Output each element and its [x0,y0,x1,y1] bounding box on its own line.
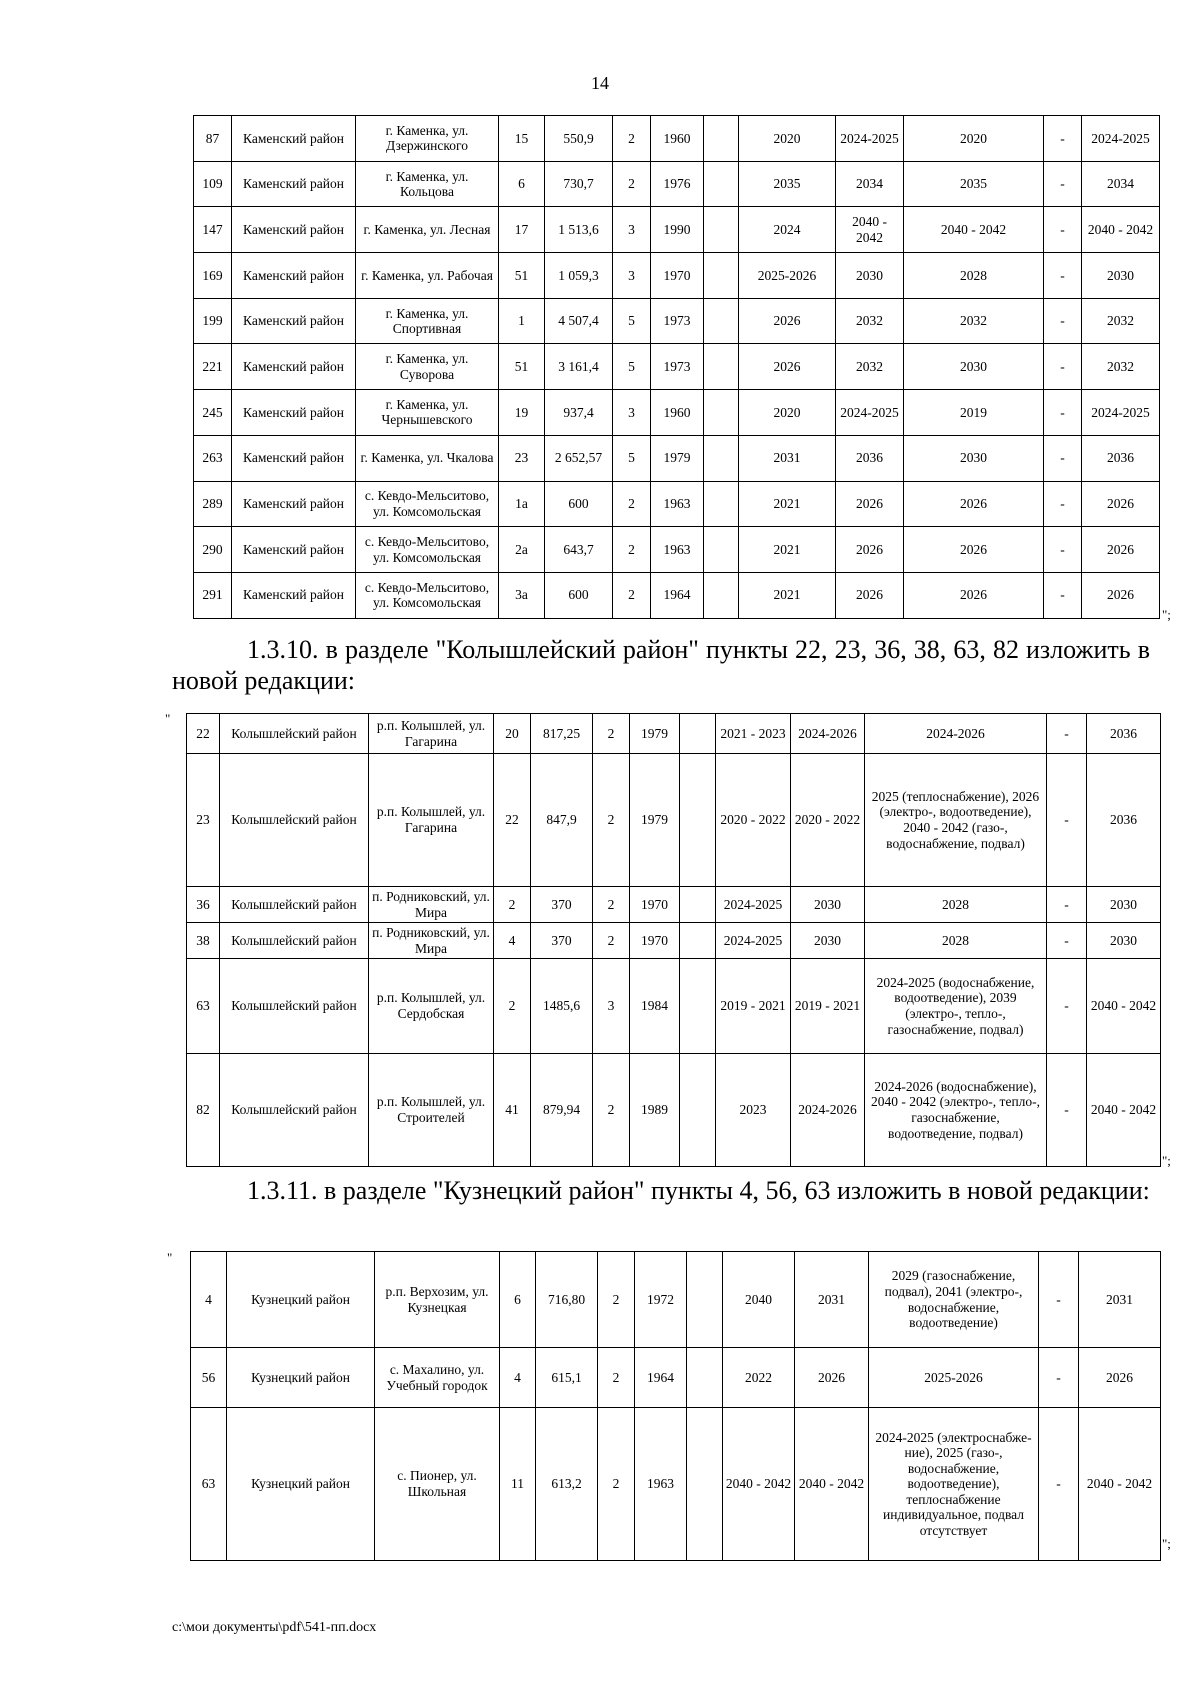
table-cell: 2034 [1082,161,1160,207]
table-cell: 2024-2025 [1082,116,1160,162]
table-cell: 2а [499,527,545,573]
table-row [194,390,1160,436]
table-cell: 1973 [651,344,704,390]
table-cell: 5 [613,344,651,390]
table-cell: 2020 [904,116,1044,162]
table-cell: 817,25 [531,714,593,754]
table-cell: 2021 - 2023 [716,714,791,754]
table-cell: 1972 [635,1252,687,1348]
paragraph-1-3-11: 1.3.11. в разделе "Кузнецкий район" пункты 4, 56, 63 изложить в новой редакции: [247,1176,1150,1205]
table-kolyshley [186,713,1161,1167]
table-cell: Колышлейский район [220,923,369,959]
table-cell [704,298,739,344]
table-cell: 1 [499,298,545,344]
table-cell: 2040 - 2042 [836,207,904,253]
table-cell: 2023 [716,1054,791,1167]
table-cell: - [1047,923,1087,959]
table-cell: 2032 [836,344,904,390]
table-cell: 3 [593,959,630,1054]
table-cell: 1984 [630,959,680,1054]
table-cell: 2026 [904,572,1044,618]
table-cell: 550,9 [545,116,613,162]
table-cell: г. Каменка, ул. Дзержинского [356,116,499,162]
table-cell: 2030 [1087,887,1161,923]
table-row [187,754,1161,887]
table-cell: 245 [194,390,232,436]
table-cell: - [1047,887,1087,923]
table-cell: 3 [613,207,651,253]
table-cell: 56 [191,1348,227,1408]
table-row [194,481,1160,527]
table-cell: 2030 [904,344,1044,390]
table-cell: 1976 [651,161,704,207]
table-cell: 2020 - 2022 [716,754,791,887]
table-cell: 613,2 [536,1408,598,1561]
table-row [187,923,1161,959]
table-cell: Каменский район [232,253,356,299]
table-cell: 23 [187,754,220,887]
table-cell: Каменский район [232,207,356,253]
table-cell: 1963 [635,1408,687,1561]
table-cell [704,253,739,299]
table-cell: - [1044,527,1082,573]
table-cell: 2 [494,959,531,1054]
table-cell: 3 161,4 [545,344,613,390]
table-cell: р.п. Колышлей, ул. Строителей [369,1054,494,1167]
table-cell: 4 507,4 [545,298,613,344]
table-cell: 2024-2026 (водоснабжение), 2040 - 2042 (электро-, тепло-, газоснабжение, водоотведение, подвал) [865,1054,1047,1167]
table-cell: 2020 - 2022 [791,754,865,887]
table-cell: Колышлейский район [220,754,369,887]
table-row [194,435,1160,481]
table-cell: 6 [500,1252,536,1348]
table-row [194,527,1160,573]
table-cell: 2034 [836,161,904,207]
table-cell: г. Каменка, ул. Чкалова [356,435,499,481]
table-cell: г. Каменка, ул. Суворова [356,344,499,390]
table-cell: 2032 [1082,298,1160,344]
table-cell: 1973 [651,298,704,344]
table-cell: 600 [545,481,613,527]
table-cell: 19 [499,390,545,436]
table-cell: 2024 [739,207,836,253]
table-row [194,344,1160,390]
table-cell [680,1054,716,1167]
table-cell: 147 [194,207,232,253]
table-cell: 2029 (газоснабжение, подвал), 2041 (электро-, водоснабжение, водоотведение) [869,1252,1039,1348]
table-cell: 370 [531,923,593,959]
table-cell: 1970 [651,253,704,299]
table-cell: 2 [494,887,531,923]
table-cell: 937,4 [545,390,613,436]
table-cell: - [1039,1348,1079,1408]
table-cell: 169 [194,253,232,299]
table-kolyshley-open-quote: " [165,711,171,726]
table-cell [680,959,716,1054]
table-kolyshley-close-quote: "; [1162,1153,1171,1168]
table-cell: с. Кевдо-Мельситово, ул. Комсомольская [356,527,499,573]
table-cell: 2040 - 2042 [723,1408,795,1561]
table-cell: 199 [194,298,232,344]
table-cell: 2026 [739,344,836,390]
table-cell: Каменский район [232,298,356,344]
table-cell: - [1047,959,1087,1054]
table-cell: 2028 [904,253,1044,299]
table-cell: 82 [187,1054,220,1167]
table-cell: 2021 [739,527,836,573]
table-cell: г. Каменка, ул. Чернышевского [356,390,499,436]
table-row [194,298,1160,344]
table-cell: 600 [545,572,613,618]
table-cell [704,390,739,436]
table-cell: 290 [194,527,232,573]
table-cell: 2030 [791,887,865,923]
table-cell: 2 [598,1408,635,1561]
table-cell: р.п. Колышлей, ул. Гагарина [369,714,494,754]
table-cell: 2040 - 2042 [904,207,1044,253]
table-cell: 3 [613,390,651,436]
table-cell: 2020 [739,390,836,436]
table-cell: 2026 [795,1348,869,1408]
table-cell [704,435,739,481]
table-cell: 643,7 [545,527,613,573]
table-cell: 2040 - 2042 [795,1408,869,1561]
table-cell: - [1044,207,1082,253]
table-cell: - [1039,1252,1079,1348]
table-cell: 2019 [904,390,1044,436]
table-cell [687,1408,723,1561]
table-cell: 1979 [630,714,680,754]
table-cell: Колышлейский район [220,1054,369,1167]
table-cell: 2024-2026 [791,714,865,754]
table-cell: - [1044,435,1082,481]
table-row [191,1252,1161,1348]
table-cell: 2 [593,714,630,754]
table-cell: 2 [593,923,630,959]
table-cell: 2024-2025 [716,923,791,959]
table-cell: - [1044,481,1082,527]
table-cell: 2035 [739,161,836,207]
table-cell: Колышлейский район [220,887,369,923]
table-kuznetsky-open-quote: " [167,1250,173,1265]
table-kuznetsky [190,1251,1161,1561]
table-row [187,959,1161,1054]
table-cell: 2021 [739,481,836,527]
table-cell: 23 [499,435,545,481]
table-cell: 109 [194,161,232,207]
table-cell: г. Каменка, ул. Лесная [356,207,499,253]
table-kamensky-close-quote: "; [1162,607,1171,622]
table-cell: 1960 [651,116,704,162]
table-cell: 2026 [1082,481,1160,527]
table-cell: 41 [494,1054,531,1167]
table-cell: 1964 [635,1348,687,1408]
table-cell: 291 [194,572,232,618]
table-cell: р.п. Верхозим, ул. Кузнецкая [375,1252,500,1348]
table-cell: 4 [500,1348,536,1408]
table-cell [687,1348,723,1408]
table-cell: 2 [613,572,651,618]
table-cell: 2030 [904,435,1044,481]
table-cell: 615,1 [536,1348,598,1408]
table-cell: 3а [499,572,545,618]
table-cell: 5 [613,298,651,344]
table-cell: 11 [500,1408,536,1561]
table-cell: 1989 [630,1054,680,1167]
table-cell: 2 [613,527,651,573]
page-number: 14 [591,73,609,93]
table-cell: 2 [593,887,630,923]
table-cell: 289 [194,481,232,527]
table-cell: - [1044,390,1082,436]
table-cell: 2026 [1082,572,1160,618]
table-cell: 2 [593,754,630,887]
table-cell [680,714,716,754]
table-cell: 2040 - 2042 [1087,959,1161,1054]
table-cell: 2024-2025 [716,887,791,923]
table-cell: 51 [499,344,545,390]
table-cell: 2 [593,1054,630,1167]
table-cell: 17 [499,207,545,253]
table-cell: 2 652,57 [545,435,613,481]
table-cell: 22 [494,754,531,887]
table-cell: 2026 [836,572,904,618]
table-cell [680,754,716,887]
table-cell [704,161,739,207]
table-cell: Каменский район [232,572,356,618]
table-cell: 370 [531,887,593,923]
table-cell: 2 [613,116,651,162]
table-cell: г. Каменка, ул. Рабочая [356,253,499,299]
table-cell: с. Махалино, ул. Учебный городок [375,1348,500,1408]
table-cell: 1970 [630,887,680,923]
table-cell: 1964 [651,572,704,618]
table-cell: 716,80 [536,1252,598,1348]
table-cell [704,481,739,527]
table-cell: п. Родниковский, ул. Мира [369,887,494,923]
table-cell: 2 [613,161,651,207]
table-row [187,1054,1161,1167]
table-row [191,1348,1161,1408]
table-cell: 1960 [651,390,704,436]
table-cell: п. Родниковский, ул. Мира [369,923,494,959]
table-cell: - [1047,754,1087,887]
table-cell: 2026 [836,527,904,573]
table-cell: с. Пионер, ул. Школьная [375,1408,500,1561]
table-cell: 5 [613,435,651,481]
table-cell [680,887,716,923]
table-cell: 1 513,6 [545,207,613,253]
table-cell: 1979 [651,435,704,481]
table-cell: 2040 - 2042 [1079,1408,1161,1561]
table-cell: 1979 [630,754,680,887]
table-cell: 847,9 [531,754,593,887]
table-cell: Каменский район [232,527,356,573]
table-cell: - [1044,161,1082,207]
table-cell: 1а [499,481,545,527]
table-cell: 2 [598,1252,635,1348]
table-row [187,887,1161,923]
table-cell: Каменский район [232,435,356,481]
file-path-footer: c:\мои документы\pdf\541-пп.docx [172,1620,377,1635]
table-cell: 2031 [739,435,836,481]
table-cell: 730,7 [545,161,613,207]
table-row [194,116,1160,162]
table-cell: 15 [499,116,545,162]
table-cell: 2 [613,481,651,527]
table-cell: 2025 (теплоснабжение), 2026 (электро-, водоотведение), 2040 - 2042 (газо-, водоснабжение, подвал) [865,754,1047,887]
table-cell: 1485,6 [531,959,593,1054]
table-cell: Каменский район [232,116,356,162]
table-kamensky [193,115,1160,619]
table-cell: 221 [194,344,232,390]
table-cell: 2040 - 2042 [1082,207,1160,253]
table-cell: 2028 [865,923,1047,959]
table-cell [687,1252,723,1348]
table-cell: р.п. Колышлей, ул. Гагарина [369,754,494,887]
table-cell: 2032 [836,298,904,344]
table-cell [704,344,739,390]
table-cell [704,572,739,618]
table-cell: 2026 [904,481,1044,527]
table-cell: - [1047,1054,1087,1167]
table-row [194,253,1160,299]
table-cell: 1990 [651,207,704,253]
table-cell: 2026 [836,481,904,527]
table-kuznetsky-close-quote: "; [1162,1536,1171,1551]
table-cell: 20 [494,714,531,754]
table-cell: р.п. Колышлей, ул. Сердобская [369,959,494,1054]
table-cell: 2024-2026 [865,714,1047,754]
table-cell: Колышлейский район [220,714,369,754]
table-cell: Каменский район [232,344,356,390]
paragraph-1-3-10: 1.3.10. в разделе "Колышлейский район" пункты 22, 23, 36, 38, 63, 82 изложить в новой редакции: [172,635,1150,695]
table-cell: 2024-2025 [1082,390,1160,436]
table-cell: 1970 [630,923,680,959]
table-cell: Каменский район [232,481,356,527]
table-cell: 2021 [739,572,836,618]
table-cell: 263 [194,435,232,481]
table-cell: 6 [499,161,545,207]
table-cell: с. Кевдо-Мельситово, ул. Комсомольская [356,481,499,527]
table-cell [704,116,739,162]
table-cell: 2032 [904,298,1044,344]
table-cell: Кузнецкий район [227,1252,375,1348]
table-row [194,161,1160,207]
table-cell: 2031 [795,1252,869,1348]
table-cell [680,923,716,959]
table-cell: Каменский район [232,390,356,436]
table-cell: - [1044,298,1082,344]
table-cell: 2026 [904,527,1044,573]
table-cell: 2035 [904,161,1044,207]
table-cell: 2036 [836,435,904,481]
table-row [194,572,1160,618]
table-cell: Колышлейский район [220,959,369,1054]
table-cell: 2030 [1087,923,1161,959]
table-cell: 1963 [651,527,704,573]
table-cell: г. Каменка, ул. Спортивная [356,298,499,344]
table-cell: 3 [613,253,651,299]
table-cell: Каменский район [232,161,356,207]
table-cell: 36 [187,887,220,923]
table-cell: 2036 [1087,714,1161,754]
table-cell: - [1044,116,1082,162]
table-cell: 1963 [651,481,704,527]
table-cell: 2020 [739,116,836,162]
table-row [191,1408,1161,1561]
table-cell: 2019 - 2021 [791,959,865,1054]
table-cell: 2024-2025 (электроснабже-ние), 2025 (газо-, водоснабжение, водоотведение), теплоснабжение индивидуальное, подвал отсутствует [869,1408,1039,1561]
table-cell: 2028 [865,887,1047,923]
table-cell: 4 [494,923,531,959]
table-cell: 2040 - 2042 [1087,1054,1161,1167]
table-cell: 2030 [1082,253,1160,299]
table-cell: 63 [191,1408,227,1561]
table-cell: 2036 [1087,754,1161,887]
table-cell: 2022 [723,1348,795,1408]
table-cell: 38 [187,923,220,959]
table-row [194,207,1160,253]
table-cell: 63 [187,959,220,1054]
table-cell: 2024-2026 [791,1054,865,1167]
table-cell: 2024-2025 [836,390,904,436]
table-cell: 4 [191,1252,227,1348]
table-cell: 22 [187,714,220,754]
table-cell: 2024-2025 (водоснабжение, водоотведение), 2039 (электро-, тепло-, газоснабжение, подвал) [865,959,1047,1054]
table-cell: 2025-2026 [739,253,836,299]
table-cell: - [1047,714,1087,754]
table-cell [704,207,739,253]
table-cell: 2032 [1082,344,1160,390]
table-cell: - [1044,344,1082,390]
table-cell: - [1044,572,1082,618]
table-cell: - [1039,1408,1079,1561]
table-cell: 2026 [739,298,836,344]
table-cell: Кузнецкий район [227,1408,375,1561]
table-cell: 2036 [1082,435,1160,481]
table-cell: 1 059,3 [545,253,613,299]
table-cell: 2030 [791,923,865,959]
table-cell: 2030 [836,253,904,299]
table-cell: г. Каменка, ул. Кольцова [356,161,499,207]
table-cell: 2026 [1082,527,1160,573]
table-cell: 2026 [1079,1348,1161,1408]
table-cell: Кузнецкий район [227,1348,375,1408]
table-cell: 2019 - 2021 [716,959,791,1054]
table-cell: 2040 [723,1252,795,1348]
table-cell: 51 [499,253,545,299]
table-cell: 2031 [1079,1252,1161,1348]
table-cell: с. Кевдо-Мельситово, ул. Комсомольская [356,572,499,618]
table-cell: 2025-2026 [869,1348,1039,1408]
table-cell: 2 [598,1348,635,1408]
table-cell [704,527,739,573]
table-cell: 87 [194,116,232,162]
table-row [187,714,1161,754]
table-cell: 879,94 [531,1054,593,1167]
table-cell: 2024-2025 [836,116,904,162]
table-cell: - [1044,253,1082,299]
